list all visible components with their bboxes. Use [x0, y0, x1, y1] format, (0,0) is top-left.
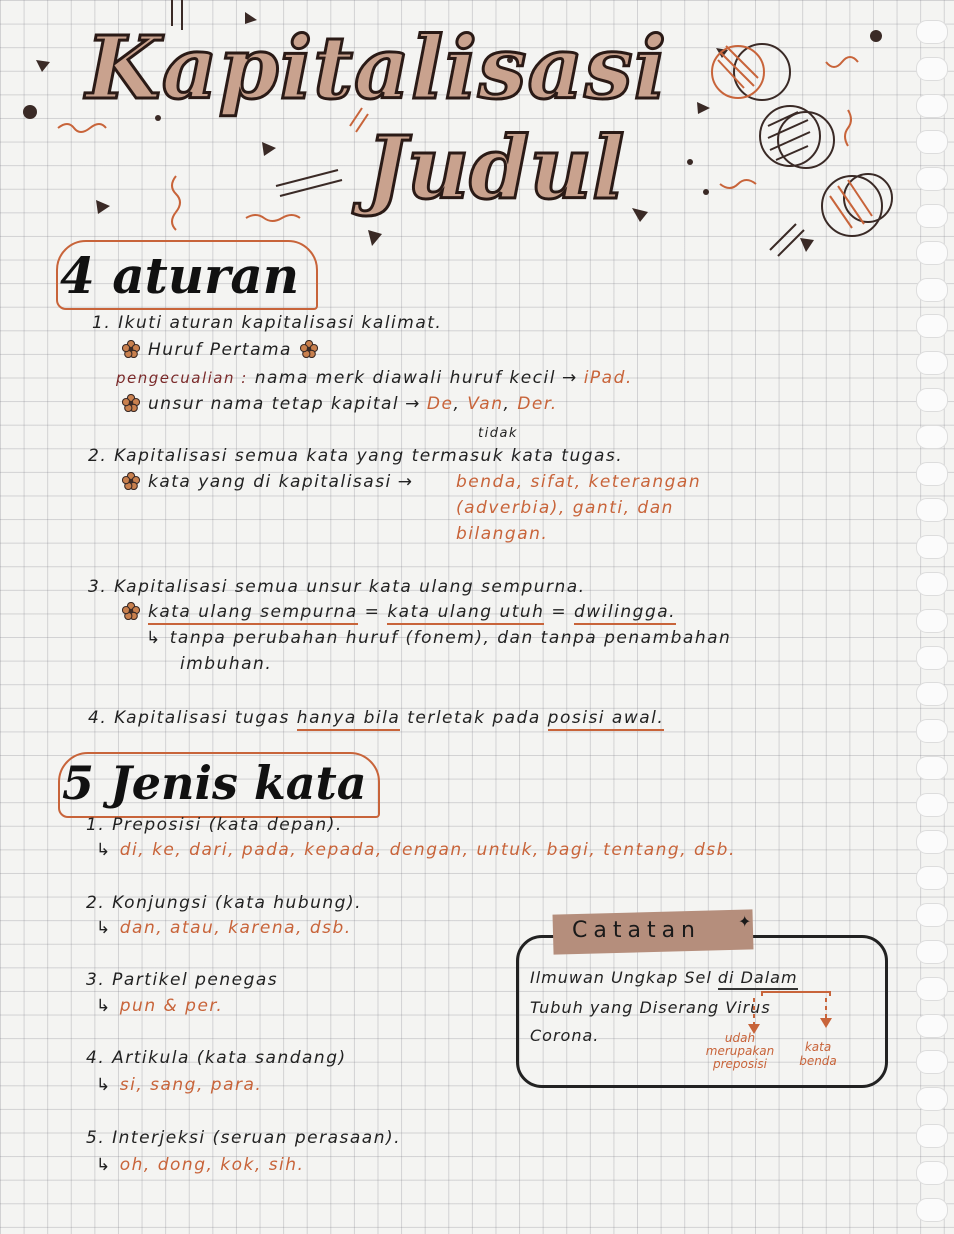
- rule4-prefix: 4. Kapitalisasi tugas: [88, 708, 290, 728]
- note-label: Catatan: [572, 918, 702, 943]
- note-line1-b: di Dalam: [718, 968, 798, 990]
- rule2-examples-2: (adverbia), ganti, dan: [456, 498, 674, 518]
- sparkle-icon: ✦: [738, 912, 752, 931]
- rule2-examples-3: bilangan.: [456, 524, 549, 544]
- arrow-icon: →: [561, 368, 578, 388]
- sub2-example-3: Der.: [517, 394, 558, 414]
- section-heading-5-jenis-kata: 5 Jenis kata: [62, 756, 367, 810]
- binder-holes: [916, 20, 948, 1234]
- rule1-text: 1. Ikuti aturan kapitalisasi kalimat.: [92, 313, 443, 333]
- rule3-text: 3. Kapitalisasi semua unsur kata ulang sempurna.: [88, 577, 586, 597]
- annotation-preposisi: udah merupakan preposisi: [705, 1031, 775, 1071]
- rule2-insert: tidak: [478, 426, 518, 441]
- word-type-4-label: 4. Artikula (kata sandang): [86, 1048, 347, 1068]
- exception-example: iPad.: [583, 368, 633, 388]
- word-type-1-examples: ↳ di, ke, dari, pada, kepada, dengan, untuk, bagi, tentang, dsb.: [96, 840, 736, 860]
- page-title-line1: Kapitalisasi: [86, 18, 668, 119]
- rule4-middle: terletak pada: [407, 708, 541, 728]
- word-type-4-examples: ↳ si, sang, para.: [96, 1075, 263, 1095]
- binder-hole: [916, 793, 948, 817]
- rule4-u1: hanya bila: [297, 708, 401, 731]
- flower-icon: [122, 602, 140, 620]
- rule3-note: [146, 628, 731, 648]
- hook-arrow-icon: ↳: [96, 1075, 112, 1095]
- hatched-circles: [712, 44, 892, 236]
- rule2-text-b: termasuk kata tugas.: [411, 446, 624, 466]
- binder-hole: [916, 388, 948, 412]
- note-line3: Corona.: [530, 1026, 600, 1045]
- hook-arrow-icon: ↳: [96, 918, 112, 938]
- binder-hole: [916, 977, 948, 1001]
- binder-hole: [916, 535, 948, 559]
- note-line2-a: Tubuh yang Diserang: [530, 998, 720, 1017]
- binder-hole: [916, 278, 948, 302]
- binder-hole: [916, 57, 948, 81]
- word-type-3-examples: ↳ pun & per.: [96, 996, 224, 1016]
- binder-hole: [916, 572, 948, 596]
- binder-hole: [916, 866, 948, 890]
- binder-hole: [916, 719, 948, 743]
- binder-hole: [916, 646, 948, 670]
- binder-hole: [916, 241, 948, 265]
- def-b: kata ulang utuh: [387, 602, 544, 625]
- word-type-3-label: 3. Partikel penegas: [86, 970, 279, 990]
- page-title-line2: Judul: [366, 118, 625, 219]
- rule1-sub2: unsur nama tetap kapital → De, Van, Der.: [122, 394, 558, 414]
- binder-hole: [916, 1198, 948, 1222]
- word-type-1-label: 1. Preposisi (kata depan).: [86, 815, 343, 835]
- binder-hole: [916, 830, 948, 854]
- sub2-example-1: De: [426, 394, 454, 414]
- binder-hole: [916, 756, 948, 780]
- rule2-examples-1: benda, sifat, keterangan: [456, 472, 702, 492]
- binder-hole: [916, 682, 948, 706]
- rule1-sub: [122, 340, 326, 360]
- binder-hole: [916, 351, 948, 375]
- binder-hole: [916, 1014, 948, 1038]
- binder-hole: [916, 130, 948, 154]
- binder-hole: [916, 20, 948, 44]
- sub2-example-2: Van: [467, 394, 504, 414]
- word-type-5-examples: ↳ oh, dong, kok, sih.: [96, 1155, 305, 1175]
- hook-arrow-icon: ↳: [96, 996, 112, 1016]
- binder-hole: [916, 204, 948, 228]
- hook-arrow-icon: ↳: [96, 840, 112, 860]
- word-type-2-examples: ↳ dan, atau, karena, dsb.: [96, 918, 352, 938]
- binder-hole: [916, 425, 948, 449]
- rule1-exception: [116, 368, 633, 388]
- binder-hole: [916, 1087, 948, 1111]
- flower-icon: [122, 394, 140, 412]
- section-heading-4-aturan: 4 aturan: [60, 246, 300, 305]
- binder-hole: [916, 1050, 948, 1074]
- rule2-text: [88, 446, 623, 466]
- note-line1-a: Ilmuwan Ungkap Sel: [530, 968, 712, 987]
- flower-icon: [122, 472, 140, 490]
- sub2-label: unsur nama tetap kapital: [148, 394, 400, 414]
- binder-hole: [916, 940, 948, 964]
- binder-hole: [916, 167, 948, 191]
- word-type-5-label: 5. Interjeksi (seruan perasaan).: [86, 1128, 402, 1148]
- binder-hole: [916, 314, 948, 338]
- flower-icon: [300, 340, 318, 358]
- rule1-sub-label: Huruf Pertama: [148, 340, 292, 360]
- binder-hole: [916, 498, 948, 522]
- rule3-note-line1: tanpa perubahan huruf (fonem), dan tanpa penambahan: [169, 628, 732, 648]
- note-line2-b: Virus: [725, 998, 771, 1017]
- word-type-2-label: 2. Konjungsi (kata hubung).: [86, 893, 362, 913]
- def-c: dwilingga.: [574, 602, 676, 625]
- exception-text: nama merk diawali huruf kecil: [254, 368, 556, 388]
- flower-icon: [122, 340, 140, 358]
- rule4: [88, 708, 664, 728]
- rule2-text-a: 2. Kapitalisasi semua kata yang: [88, 446, 405, 466]
- annotation-kata-benda: kata benda: [799, 1040, 837, 1068]
- rule4-u2: posisi awal.: [548, 708, 665, 731]
- arrow-icon: →: [405, 394, 421, 414]
- binder-hole: [916, 903, 948, 927]
- binder-hole: [916, 609, 948, 633]
- hook-arrow-icon: ↳: [96, 1155, 112, 1175]
- binder-hole: [916, 1124, 948, 1148]
- hook-arrow-icon: ↳: [146, 628, 162, 648]
- def-a: kata ulang sempurna: [148, 602, 358, 625]
- exception-label: pengecualian :: [116, 369, 248, 387]
- rule3-note-line2: imbuhan.: [180, 654, 273, 674]
- binder-hole: [916, 462, 948, 486]
- rule2-sub-label: kata yang di kapitalisasi: [148, 472, 392, 492]
- note-line1: [530, 968, 798, 987]
- rule2-sub: [122, 472, 420, 492]
- binder-hole: [916, 1161, 948, 1185]
- binder-hole: [916, 94, 948, 118]
- arrow-icon: →: [397, 472, 414, 492]
- rule3-def: kata ulang sempurna = kata ulang utuh = dwilingga.: [122, 602, 676, 622]
